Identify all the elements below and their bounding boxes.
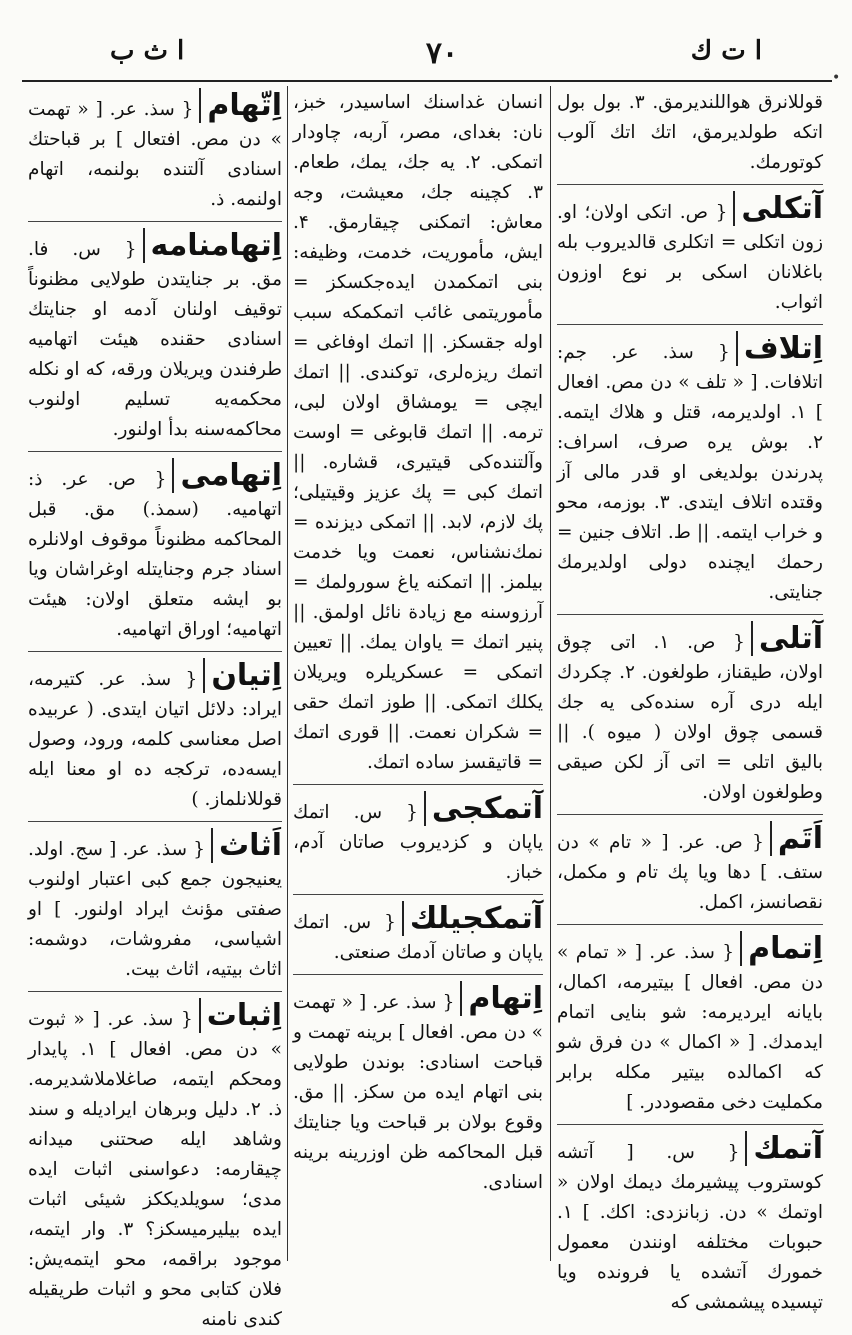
entry-definition: { ص. ۱. اتی چوق اولان، طیقناز، طولغون. ۲. چکردك ایله دری آره سنده‌کی یه جك قسمی چوق اولان ( میوه ). || بالیق اتلی = اتی آز لکن صیقی وطولغون اولان. xyxy=(557,632,824,803)
entry-body xyxy=(557,821,823,918)
entry-body xyxy=(293,88,543,778)
entry-headword: اِتّهام xyxy=(199,88,282,123)
dictionary-entry xyxy=(28,828,282,985)
dictionary-entry xyxy=(293,791,543,888)
page-number: ۷۰ xyxy=(425,36,459,71)
dictionary-entry xyxy=(557,821,823,918)
entry-definition: { س. فا. مق. بر جنایتدن طولایی مظنوناً توقیف اولنان آدمه او جنایتك اسنادی حقنده هیئت اتهامیه طرفندن ویریلان ورقه، که او نکله محکمه‌یه تسلیم اولنوب محاکمه‌سنه بدأ اولنور. xyxy=(28,239,282,440)
entry-separator xyxy=(557,1124,823,1125)
dictionary-entry xyxy=(28,658,282,815)
entry-body xyxy=(557,88,823,178)
entry-headword: اِتهامی xyxy=(172,458,282,493)
entry-definition: { سذ. عر. کتیرمه، ایراد: دلائل اتیان ایتدی. ( عربیده اصل معناسی کلمه، ورود، وصول ایسه‌ده، ترکجه ده او معنا ایله قوللانلماز. ) xyxy=(28,669,282,810)
entry-body xyxy=(293,901,543,968)
entry-headword: اِتهام xyxy=(460,981,543,1016)
entry-separator xyxy=(557,814,823,815)
entry-definition: { سذ. عر. [ « تمام » دن مص. افعال ] بیتیرمه، اکمال، بایانه ایردیرمه: شو بنایی اتمام ایدمدك. [ « اکمال » دن فرق شو که اکمالده بیتیر مکله برابر مکملیت دخی مقصوددر. ] xyxy=(557,942,823,1113)
entry-definition: { سذ. عر. [ « تهمت » دن مص. افتعال ] بر قباحتك اسنادی آلتنده بولنمه، اتهام اولنمه. ذ. xyxy=(28,99,282,210)
entry-definition: { ص. عر. [ « تام » دن ستف. ] دها ویا پك تام و مکمل، نقصانسز، اکمل. xyxy=(557,832,823,913)
entry-definition: انسان غداسنك اساسیدر، خبز، نان: بغدای، مصر، آربه، چاودار اتمکی. ۲. یه جك، یمك، طعام. ۳. کچینه جك، معیشت، وجه معاش: اتمکنی چیقارمق. ۴. ایش، مأموریت، خدمت، وظیفه: بنی اتمکمدن ایده‌جکسکز = مأموریتمی غائب اتمکمکه سبب اوله جقسکز. || اتمك اوفاغی = اتمك ریزه‌لری، توکندی. || اتمك ایچی = یومشاق اولان لبی، ترمه. || اتمك قابوغی = اوست وآلتنده‌کی قیتیری، قشاره. || اتمك کبی = پك عزیز وقیتیلی؛ پك لازم، لابد. || اتمکی دیزنده = نمك‌نشناس، نعمت ویا خدمت بیلمز. || اتمکنه یاغ سورولمك = آرزوسنه مع زیادة نائل اولمق. || پنیر اتمك = یاوان یمك. || تعیین اتمکی = عسکریلره ویریلان یکلك اتمکی. || طوز اتمك حقی = شکران نعمت. || قوری اتمك = قاتیقسز ساده اتمك. xyxy=(293,92,543,773)
entry-definition: { سذ. عر. [ سج. اولد. یعنیجون جمع کبی اعتبار اولنوب صفتی مؤنث ایراد اولنور. ] او اشیاسی، مفروشات، دوشمه: اثاث بیتیه، اثاث بیت. xyxy=(28,839,282,980)
entry-headword: آتمکجیلك xyxy=(402,901,543,936)
entry-separator xyxy=(293,974,543,975)
dictionary-entry xyxy=(28,228,282,445)
header-right-letters: ا ت ك xyxy=(690,36,762,66)
entry-definition: { س. اتمك یاپان و کزدیروب صاتان آدم، خباز. xyxy=(293,802,543,883)
entry-body xyxy=(293,791,543,888)
column-divider-left xyxy=(287,86,288,1261)
entry-separator xyxy=(557,614,823,615)
entry-body xyxy=(28,228,282,445)
entry-headword: آتمکجی xyxy=(424,791,543,826)
entry-headword: اِتیان xyxy=(203,658,282,693)
column-middle xyxy=(293,88,543,1268)
dictionary-entry xyxy=(557,1131,823,1318)
entry-separator xyxy=(28,991,282,992)
dictionary-entry xyxy=(293,901,543,968)
dictionary-entry xyxy=(557,191,823,318)
page-header xyxy=(22,30,822,76)
entry-body xyxy=(557,621,823,808)
entry-body xyxy=(293,981,543,1198)
entry-definition: { سذ. عر. جم: اتلافات. [ « تلف » دن مص. افعال ] ۱. اولدیرمه، قتل و هلاك ایتمه. ۲. بوش یره صرف، اسراف: پدرندن بولدیغی او قدر مالی آز وقتده اتلاف ایتدی. ۳. بوزمه، محو و خراب ایتمه. || ط. اتلاف جنین = رحمك ایچنده دولی اولدیرمك جنایتی. xyxy=(557,342,823,603)
entry-separator xyxy=(28,651,282,652)
entry-definition: قوللانرق هواللندیرمق. ۳. بول بول اتکه طولدیرمق، اتك اتك آلوب کوتورمك. xyxy=(557,92,823,173)
dictionary-entry xyxy=(293,981,543,1198)
entry-separator xyxy=(557,924,823,925)
dictionary-entry xyxy=(557,88,823,178)
entry-body xyxy=(557,191,823,318)
entry-headword: اِتهامنامه xyxy=(143,228,282,263)
dictionary-entry xyxy=(28,88,282,215)
dictionary-entry xyxy=(557,621,823,808)
entry-headword: آتمك xyxy=(745,1131,823,1166)
entry-separator xyxy=(557,324,823,325)
entry-separator xyxy=(557,184,823,185)
entry-headword: آتلی xyxy=(751,621,823,656)
entry-body xyxy=(28,458,282,645)
entry-separator xyxy=(28,451,282,452)
entry-body xyxy=(28,998,282,1335)
entry-headword: اَتَم xyxy=(770,821,823,856)
entry-definition: { ص. اتکی اولان؛ او. زون اتکلی = اتکلری قالدیروب بله باغلانان اسکی بر نوع اوزون اثواب. xyxy=(557,202,823,313)
column-right xyxy=(557,88,824,1313)
column-left xyxy=(28,88,283,1330)
dictionary-entry xyxy=(28,458,282,645)
entry-separator xyxy=(293,894,543,895)
entry-headword: اِتمام xyxy=(740,931,823,966)
header-rule xyxy=(22,80,832,82)
column-divider-right xyxy=(550,86,551,1261)
header-left-letters: ا ث ب xyxy=(110,36,185,66)
dictionary-entry xyxy=(557,331,823,608)
entry-body xyxy=(557,931,823,1118)
entry-headword: اَثاث xyxy=(211,828,282,863)
entry-headword: آتکلی xyxy=(733,191,823,226)
entry-headword: اِتلاف xyxy=(736,331,823,366)
dictionary-entry xyxy=(557,931,823,1118)
entry-definition: { سذ. عر. [ « ثبوت » دن مص. افعال ] ۱. پایدار ومحکم ایتمه، صاغلاملاشدیرمه. ذ. ۲. دلیل وبرهان ایرادیله و سند وشاهد ایله صحتنی میدانه چیقارمه: دعواسنی اثبات ایده مدی؛ سویلدیککز شیئی اثبات ایده بیلیرمیسکز؟ ۳. وار ایتمه، موجود براقمه، محو ایتمه‌یش: فلان کتابی محو و اثبات طریقیله کندی نامنه xyxy=(28,1009,283,1330)
dictionary-entry xyxy=(293,88,543,778)
entry-definition: { سذ. عر. [ « تهمت » دن مص. افعال ] برینه تهمت و قباحت اسنادی: بوندن طولایی بنی اتهام ایده من سکز. || مق. وقوع بولان بر قباحت ویا جنایتك قبل المحاکمه ظن اوزرینه برینه اسنادی. xyxy=(293,992,543,1193)
entry-body xyxy=(557,331,823,608)
entry-separator xyxy=(28,221,282,222)
entry-body xyxy=(28,828,282,985)
entry-definition: { س. اتمك یاپان و صاتان آدمك صنعتی. xyxy=(293,912,543,963)
entry-body xyxy=(28,658,282,815)
entry-headword: اِثبات xyxy=(199,998,282,1033)
margin-dot: • xyxy=(832,70,841,86)
entry-separator xyxy=(28,821,282,822)
dictionary-entry xyxy=(28,998,282,1335)
entry-body xyxy=(28,88,282,215)
entry-body xyxy=(557,1131,823,1318)
entry-definition: { س. [ آتشه کوستروب پیشیرمك دیمك اولان « اوتمك » دن. زبانزدی: اکك. ] ۱. حبوبات مختلفه اونندن معمول خمورك آتشده یا فرونده ویا تپسیده پیشمشی که xyxy=(557,1142,823,1313)
entry-separator xyxy=(293,784,543,785)
entry-definition: { ص. عر. ذ: اتهامیه. (سمذ.) مق. قبل المحاکمه مظنوناً موقوف اولانلره اسناد جرم وجنایتله اوغراشان ویا بو ایشه متعلق اولان: هیئت اتهامیه؛ اوراق اتهامیه. xyxy=(28,469,282,640)
